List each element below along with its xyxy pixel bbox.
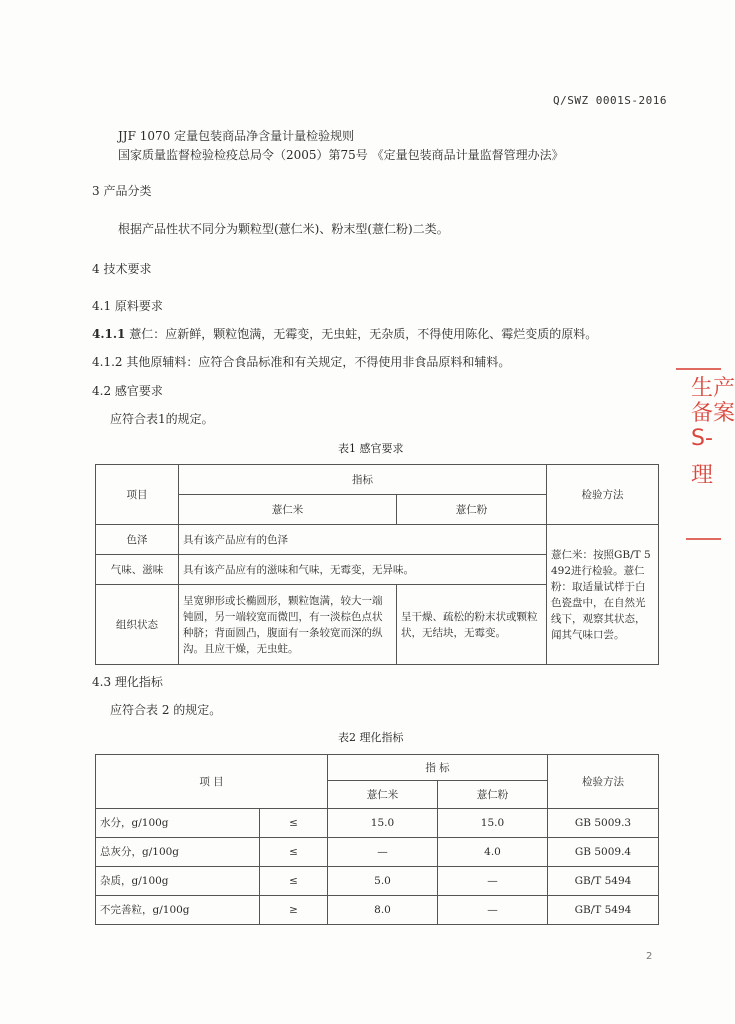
- t2-cell-rice: 5.0: [328, 867, 438, 896]
- section-4-2-heading: 4.2 感官要求: [92, 384, 163, 398]
- registration-stamp: [691, 376, 735, 488]
- stamp-line-1: 生产: [691, 376, 735, 401]
- table-row: [96, 838, 659, 867]
- t2-cell-method: GB 5009.4: [548, 838, 659, 867]
- t2-cell-operator: ≤: [260, 838, 328, 867]
- section-4-2-body: 应符合表1的规定。: [110, 412, 214, 426]
- section-4-3-body: 应符合表 2 的规定。: [110, 703, 222, 717]
- t1-row-color-value: 具有该产品应有的色泽: [179, 525, 547, 555]
- t2-cell-rice: —: [328, 838, 438, 867]
- table-row: [96, 809, 659, 838]
- t2-cell-item: 水分，g/100g: [96, 809, 260, 838]
- t1-header-powder: 薏仁粉: [397, 495, 547, 525]
- document-code: Q/SWZ 0001S-2016: [553, 94, 667, 107]
- section-4-3-heading: 4.3 理化指标: [92, 675, 163, 689]
- table-row: [96, 867, 659, 896]
- t1-row-odor-value: 具有该产品应有的滋味和气味，无霉变，无异味。: [179, 555, 547, 585]
- stamp-line-4: 理: [691, 463, 714, 488]
- t1-header-rice: 薏仁米: [179, 495, 397, 525]
- reference-line-2: 国家质量监督检验检疫总局令（2005）第75号 《定量包装商品计量监督管理办法》: [118, 148, 564, 162]
- t2-cell-method: GB/T 5494: [548, 896, 659, 925]
- t2-header-rice: 薏仁米: [328, 781, 438, 809]
- t2-header-item: 项 目: [96, 755, 328, 809]
- t2-cell-powder: —: [438, 896, 548, 925]
- t2-cell-item: 杂质，g/100g: [96, 867, 260, 896]
- table-1-caption: 表1 感官要求: [338, 442, 404, 455]
- t2-cell-powder: —: [438, 867, 548, 896]
- t2-cell-operator: ≤: [260, 809, 328, 838]
- clause-4-1-2: 4.1.2 其他原辅料：应符合食品标准和有关规定，不得使用非食品原料和辅料。: [92, 355, 511, 369]
- t2-cell-method: GB/T 5494: [548, 867, 659, 896]
- section-4-heading: 4 技术要求: [92, 262, 152, 276]
- section-4-1-heading: 4.1 原料要求: [92, 299, 163, 313]
- t1-method: 薏仁米：按照GB/T 5492进行检验。薏仁粉：取适量试样于白色瓷盘中，在自然光线下，观察其状态，闻其气味口尝。: [547, 525, 659, 665]
- stamp-line-2: 备案: [691, 401, 735, 426]
- t2-header-indicator: 指 标: [328, 755, 548, 781]
- clause-4-1-1-number: 4.1.1: [92, 327, 126, 341]
- page-number: 2: [646, 951, 653, 962]
- t2-cell-item: 不完善粒，g/100g: [96, 896, 260, 925]
- clause-4-1-1: [92, 325, 597, 342]
- stamp-border-top: [676, 368, 721, 370]
- table-2-physicochemical: [95, 754, 659, 925]
- t1-row-texture-powder: 呈干燥、疏松的粉末状或颗粒状，无结块，无霉变。: [397, 585, 547, 665]
- t2-cell-powder: 4.0: [438, 838, 548, 867]
- t2-cell-method: GB 5009.3: [548, 809, 659, 838]
- t2-cell-operator: ≥: [260, 896, 328, 925]
- t1-row-texture-rice: 呈宽卵形或长椭圆形，颗粒饱满，较大一端钝圆，另一端较宽而微凹，有一淡棕色点状种脐；背面圆凸，腹面有一条较宽而深的纵沟。且应干燥，无虫蛀。: [179, 585, 397, 665]
- t1-header-item: 项目: [96, 465, 179, 525]
- t2-cell-operator: ≤: [260, 867, 328, 896]
- table-2-caption: 表2 理化指标: [338, 731, 404, 744]
- t1-header-indicator: 指标: [179, 465, 547, 495]
- t2-header-powder: 薏仁粉: [438, 781, 548, 809]
- t1-row-texture-item: 组织状态: [96, 585, 179, 665]
- t2-cell-powder: 15.0: [438, 809, 548, 838]
- t2-cell-rice: 15.0: [328, 809, 438, 838]
- t2-header-method: 检验方法: [548, 755, 659, 809]
- stamp-line-3: S-: [691, 426, 713, 451]
- t2-cell-item: 总灰分，g/100g: [96, 838, 260, 867]
- reference-line-1: JJF 1070 定量包装商品净含量计量检验规则: [118, 129, 355, 143]
- section-3-heading: 3 产品分类: [92, 184, 152, 198]
- t1-row-odor-item: 气味、滋味: [96, 555, 179, 585]
- stamp-border-bottom: [686, 538, 721, 540]
- table-row: [96, 896, 659, 925]
- t1-row-color-item: 色泽: [96, 525, 179, 555]
- clause-4-1-1-text: 薏仁：应新鲜，颗粒饱满，无霉变，无虫蛀，无杂质，不得使用陈化、霉烂变质的原料。: [129, 327, 598, 341]
- table-1-sensory: [95, 464, 659, 665]
- t2-cell-rice: 8.0: [328, 896, 438, 925]
- section-3-body: 根据产品性状不同分为颗粒型(薏仁米)、粉末型(薏仁粉)二类。: [118, 222, 449, 236]
- t1-header-method: 检验方法: [547, 465, 659, 525]
